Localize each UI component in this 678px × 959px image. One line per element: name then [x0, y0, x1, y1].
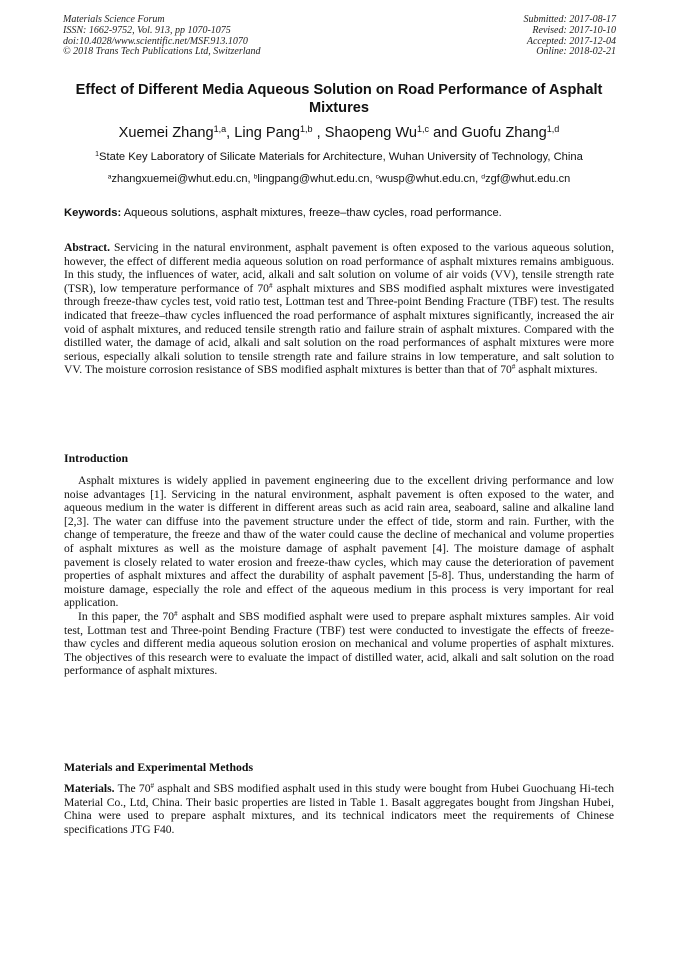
materials-label: Materials.	[64, 782, 115, 795]
author-superscript: 1,b	[300, 124, 313, 135]
intro-paragraph-1: Asphalt mixtures is widely applied in pavement engineering due to the excellent driving performance and low noise advantages [1]. Servicing in the natural environment, asphalt pavement is often exposed to the water, and aqueous medium in the water is different in different areas such as acid rain area, seaboard, saline and alkaline land [2,3]. The water can diffuse into the pavement structure under the effect of tide, storm and rain. Further, with the change of temperature, the freeze and thaw of the water could cause the decline of mechanical and volume properties of asphalt mixtures as well as the moisture damage of asphalt pavement [4]. The moisture damage of asphalt pavement is closely related to water erosion and freeze-thaw cycles, which may cause the deterioration of pavement properties of asphalt mixtures and affect the durability of asphalt pavement [5-8]. Thus, understanding the harm of moisture damage, especially the role and effect of the aqueous medium in this process is very important for real application.	[64, 474, 614, 610]
journal-header-left	[63, 15, 261, 58]
abstract-text: Servicing in the natural environment, asphalt pavement is often exposed to the various aqueous solution, however, the effect of different media aqueous solution on road performance of asphalt mixtures remains ambiguous. In this study, the influences of water, acid, alkali and salt solution on volume of air voids (VV), tensile strength rate (TSR), low temperature performance of 70	[64, 241, 614, 295]
keywords	[64, 206, 616, 220]
materials-paragraph	[64, 782, 614, 836]
intro-text: asphalt and SBS modified asphalt were used to prepare asphalt mixtures samples. Air void test, Lottman test and Three-point Bending Fracture (TBF) test were conducted to investigate the effects of freeze-thaw cycles and different media aqueous solution erosion on mechanical and volume properties of asphalt mixtures. The objectives of this research were to evaluate the impact of distilled water, acid, alkali and salt solution on the road performance of asphalt mixtures.	[64, 609, 614, 678]
abstract-text: asphalt mixtures.	[515, 363, 598, 377]
author-separator: ,	[312, 125, 325, 141]
author-list	[40, 124, 638, 142]
introduction-section	[64, 474, 614, 678]
keywords-label: Keywords:	[64, 207, 122, 219]
author-separator: ,	[226, 125, 235, 141]
abstract-section	[64, 241, 614, 377]
abstract-label: Abstract.	[64, 241, 111, 254]
methods-section	[64, 782, 614, 836]
introduction-heading: Introduction	[64, 451, 129, 465]
online-date: Online: 2018-02-21	[536, 46, 616, 58]
email-address[interactable]: zgf@whut.edu.cn	[485, 173, 571, 185]
revised-date: Revised: 2017-10-10	[532, 24, 616, 36]
affiliation	[40, 150, 638, 164]
author-name: Xuemei Zhang	[118, 125, 214, 141]
email-address[interactable]: zhangxuemei@whut.edu.cn	[111, 173, 248, 185]
grade-superscript: #	[511, 363, 516, 372]
materials-text: The 70	[114, 782, 151, 795]
methods-heading: Materials and Experimental Methods	[64, 760, 254, 774]
affiliation-superscript: 1	[95, 151, 100, 159]
materials-text: asphalt and SBS modified asphalt used in this study were bought from Hubei Guochuang Hi-tech Material Co., Ltd, China. Their basic properties are listed in Table 1. Basalt aggregates bought from Jingshan Hubei, China were used to prepare asphalt mixtures, and its technical indicators meet the requirements of Chinese specifications JTG F40.	[64, 782, 614, 836]
accepted-date: Accepted: 2017-12-04	[526, 35, 616, 47]
paper-title: Effect of Different Media Aqueous Solution on Road Performance of Asphalt Mixtures	[75, 82, 603, 116]
grade-superscript: #	[150, 782, 155, 791]
email-separator: ,	[247, 173, 254, 185]
email-address[interactable]: wusp@whut.edu.cn	[379, 173, 476, 185]
abstract-paragraph	[64, 241, 614, 377]
journal-name: Materials Science Forum	[63, 14, 165, 25]
grade-superscript: #	[268, 281, 273, 290]
keywords-text: Aqueous solutions, asphalt mixtures, freeze–thaw cycles, road performance.	[121, 207, 502, 219]
author-superscript: 1,a	[213, 124, 227, 135]
doi-line[interactable]: doi:10.4028/www.scientific.net/MSF.913.1070	[63, 35, 248, 47]
issn-line: ISSN: 1662-9752, Vol. 913, pp 1070-1075	[63, 24, 231, 36]
intro-text: In this paper, the 70	[78, 609, 175, 623]
journal-header-right	[524, 15, 617, 58]
author-separator: and	[429, 125, 462, 141]
email-separator: ,	[369, 173, 376, 185]
author-superscript: 1,c	[417, 124, 430, 135]
email-superscript: a	[107, 173, 112, 181]
author-name: Ling Pang	[234, 125, 301, 141]
author-superscript: 1,d	[546, 124, 560, 135]
affiliation-text: State Key Laboratory of Silicate Materials for Architecture, Wuhan University of Technology, China	[99, 151, 583, 163]
author-name: Guofu Zhang	[461, 125, 547, 141]
email-superscript: b	[253, 173, 258, 181]
intro-paragraph-2	[64, 610, 614, 678]
copyright-line: © 2018 Trans Tech Publications Ltd, Switzerland	[63, 46, 261, 58]
email-list	[40, 172, 638, 186]
submitted-date: Submitted: 2017-08-17	[523, 14, 616, 25]
email-address[interactable]: lingpang@whut.edu.cn	[257, 173, 370, 185]
email-superscript: d	[481, 173, 486, 181]
email-superscript: c	[375, 173, 379, 181]
email-separator: ,	[475, 173, 482, 185]
grade-superscript: #	[174, 609, 178, 618]
abstract-text: asphalt mixtures and SBS modified asphalt mixtures were investigated through freeze-thaw cycles test, void ratio test, Lottman test and Three-point Bending Fracture (TBF) test. The results indicated that freeze–thaw cycles influenced the road performance of asphalt mixtures significantly, increased the air void of asphalt mixtures, and reduced tensile strength ratio and failure strain of asphalt mixtures. Compared with the distilled water, the damage of acid, alkali and salt solution on the road performances of asphalt mixtures were more serious, especially alkali solution to tensile strength rate and failure strains in low temperature, and salt solution to VV. The moisture corrosion resistance of SBS modified asphalt mixtures is better than that of 70	[64, 281, 615, 377]
author-name: Shaopeng Wu	[324, 125, 417, 141]
